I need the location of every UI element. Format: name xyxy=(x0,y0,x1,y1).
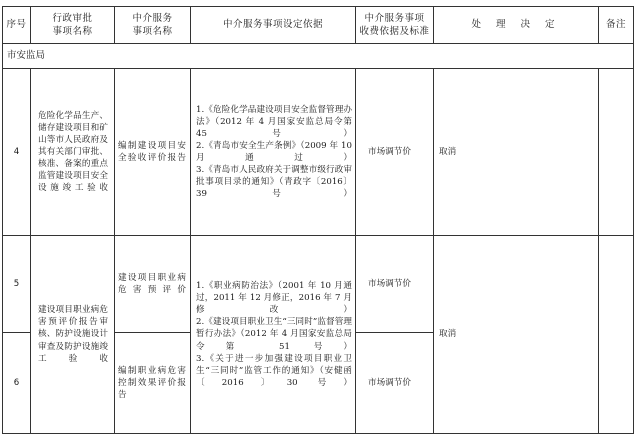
merged-basis-list xyxy=(196,280,352,388)
col-rule-1 xyxy=(30,68,31,434)
row4-basis-list xyxy=(196,104,352,200)
col-rule-4 xyxy=(355,68,356,434)
row6-seq: 6 xyxy=(13,377,20,388)
header-fee: 中介服务事项 收费依据及标准 xyxy=(359,12,430,37)
row4-service: 编制建设项目安全验收评价报告 xyxy=(118,140,186,163)
row5-service: 建设项目职业病危害预评价 xyxy=(118,272,186,295)
row6-fee: 市场调节价 xyxy=(368,377,411,388)
header-decision: 处 理 决 定 xyxy=(471,19,561,31)
row5-seq: 5 xyxy=(13,278,20,289)
header-item-name: 行政审批 事项名称 xyxy=(52,12,93,37)
header-remark: 备注 xyxy=(605,19,626,31)
col-rule-5 xyxy=(433,68,434,434)
row4-seq: 4 xyxy=(13,146,20,157)
row4-item: 危险化学品生产、储存建设项目和矿山等市人民政府及其有关部门审批、核准、备案的重点监管建设项目安全设施竣工验收 xyxy=(38,110,108,194)
row5-fee: 市场调节价 xyxy=(368,278,411,289)
merged-basis xyxy=(196,236,352,433)
row4-basis xyxy=(196,69,352,235)
header-service-name: 中介服务 事项名称 xyxy=(132,12,173,37)
merged-item: 建设项目职业病危害预评价报告审核、防护设施设计审查及防护设施竣工验收 xyxy=(38,305,108,364)
rule-right xyxy=(633,6,634,434)
section-title: 市安监局 xyxy=(7,50,46,62)
col-rule-6 xyxy=(598,68,599,434)
col-rule-2 xyxy=(114,68,115,434)
rule-bottom xyxy=(2,433,634,434)
header-seq: 序号 xyxy=(6,19,27,31)
row4-decision: 取消 xyxy=(439,146,457,157)
row4-basis-item-3: 3.《青岛市人民政府关于调整市级行政审批事项目录的通知》（青政字〔2016〕39 号） xyxy=(196,165,352,200)
row4-basis-item-1: 1.《危险化学品建设项目安全监督管理办法》（2012 年 4 月国家安监总局令第 45 号） xyxy=(196,104,352,139)
merged-basis-item-2: 2.《建设项目职业卫生“三同时”监督管理暂行办法》（2012 年 4 月国家安监总局令第 51 号） xyxy=(196,317,352,352)
merged-basis-item-1: 1.《职业病防治法》（2001 年 10 月通过，2011 年 12 月修正，2016 年 7 月修改） xyxy=(196,281,352,316)
header-basis: 中介服务事项设定依据 xyxy=(222,19,323,31)
col-rule-3 xyxy=(190,68,191,434)
merged-decision: 取消 xyxy=(439,329,457,340)
merged-basis-item-3: 3.《关于进一步加强建设项目职业卫生“三同时”监管工作的通知》（安健函〔2016〕30 号） xyxy=(196,353,352,388)
row4-fee: 市场调节价 xyxy=(368,146,411,157)
row6-service: 编制职业病危害控制效果评价报告 xyxy=(118,365,186,401)
row4-basis-item-2: 2.《青岛市安全生产条例》（2009 年 10 月通过） xyxy=(196,140,352,163)
